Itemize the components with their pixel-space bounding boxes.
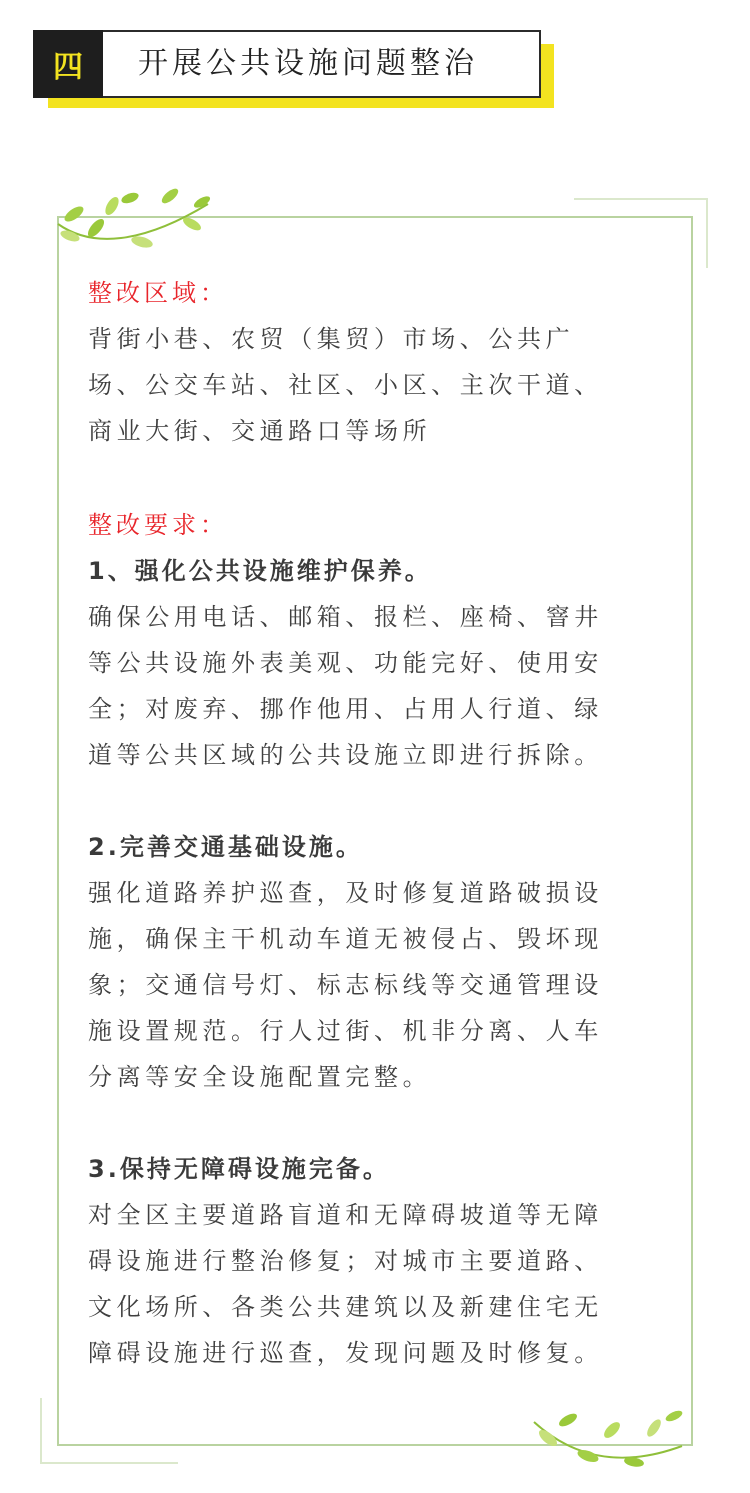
text-line: 文化场所、各类公共建筑以及新建住宅无 [88, 1293, 603, 1321]
deco-line-top [574, 198, 708, 200]
text-line: 象；交通信号灯、标志标线等交通管理设 [88, 971, 603, 999]
text-line: 强化道路养护巡查，及时修复道路破损设 [88, 879, 603, 907]
text-line: 对全区主要道路盲道和无障碍坡道等无障 [88, 1201, 603, 1229]
area-heading: 整改区域： [88, 279, 228, 307]
section-title: 开展公共设施问题整治 [138, 46, 478, 81]
requirements-heading: 整改要求： [88, 511, 228, 539]
text-line: 施，确保主干机动车道无被侵占、毁坏现 [88, 925, 603, 953]
leaf-vine-icon [528, 1402, 688, 1474]
deco-line-left [40, 1398, 42, 1464]
content-body [88, 270, 668, 1376]
deco-line-bottom [40, 1462, 178, 1464]
section-number: 四 [33, 30, 103, 98]
requirement-title: 3.保持无障碍设施完备。 [88, 1155, 390, 1183]
requirement-paragraph [88, 870, 668, 1100]
text-line: 背街小巷、农贸（集贸）市场、公共广 [88, 325, 575, 353]
text-line: 碍设施进行整治修复；对城市主要道路、 [88, 1247, 603, 1275]
text-line: 道等公共区域的公共设施立即进行拆除。 [88, 741, 603, 769]
requirement-title: 1、强化公共设施维护保养。 [88, 557, 432, 585]
text-line: 分离等安全设施配置完整。 [88, 1063, 432, 1091]
text-line: 全；对废弃、挪作他用、占用人行道、绿 [88, 695, 603, 723]
requirement-title: 2.完善交通基础设施。 [88, 833, 363, 861]
requirement-paragraph [88, 1192, 668, 1376]
text-line: 场、公交车站、社区、小区、主次干道、 [88, 371, 603, 399]
requirement-paragraph [88, 594, 668, 778]
text-line: 等公共设施外表美观、功能完好、使用安 [88, 649, 603, 677]
deco-line-right [706, 198, 708, 268]
text-line: 商业大街、交通路口等场所 [88, 417, 432, 445]
area-paragraph [88, 316, 668, 454]
text-line: 施设置规范。行人过街、机非分离、人车 [88, 1017, 603, 1045]
text-line: 确保公用电话、邮箱、报栏、座椅、窨井 [88, 603, 603, 631]
leaf-vine-icon [52, 184, 220, 256]
text-line: 障碍设施进行巡查，发现问题及时修复。 [88, 1339, 603, 1367]
